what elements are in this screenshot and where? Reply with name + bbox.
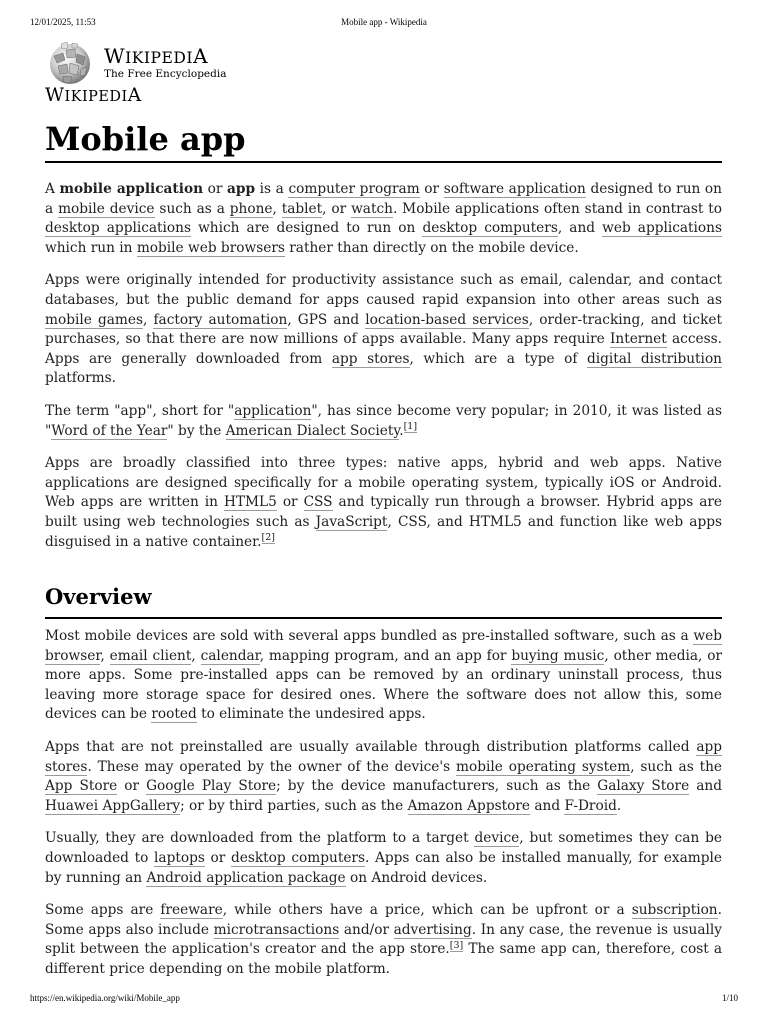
section-heading-overview: Overview xyxy=(45,584,152,610)
article-link[interactable]: app stores xyxy=(45,739,722,775)
article-link[interactable]: microtransactions xyxy=(213,921,340,938)
print-url: https://en.wikipedia.org/wiki/Mobile_app xyxy=(30,993,180,1003)
citation-ref[interactable]: [1] xyxy=(403,420,418,432)
article-link[interactable]: buying music xyxy=(511,647,605,664)
wikipedia-wordmark-secondary: WIKIPEDIA xyxy=(45,85,142,106)
article-link[interactable]: watch xyxy=(351,200,393,217)
article-link[interactable]: subscription xyxy=(631,902,718,919)
citation-ref[interactable]: [2] xyxy=(261,531,275,543)
article-link[interactable]: mobile games xyxy=(45,311,143,328)
article-link[interactable]: digital distribution xyxy=(587,350,722,367)
article-link[interactable]: F-Droid xyxy=(564,797,617,814)
article-link[interactable]: software application xyxy=(443,181,586,197)
page-title: Mobile app xyxy=(45,120,246,158)
article-link[interactable]: mobile web browsers xyxy=(136,239,285,256)
article-link[interactable]: email client xyxy=(109,647,192,664)
intro-paragraph: Apps are broadly classified into three types: native apps, hybrid and web apps. Native applications are designed specifically for a mobile operating system, typically iOS or Android. Web apps are written in HTML5 or CSS and typically run through a browser. Hybrid apps are built using web technologies such as JavaScript, CSS, and HTML5 and function like web apps disguised in a native container.[2] xyxy=(45,455,722,550)
article-link[interactable]: application xyxy=(234,402,312,419)
article-link[interactable]: HTML5 xyxy=(223,494,277,511)
title-divider xyxy=(45,161,722,163)
overview-paragraph: Some apps are freeware, while others have a price, which can be upfront or a subscription. Some apps also include microtransactions and/or advertising. In any case, the revenue is usually split between the application's creator and the app store.[3] The same app can, therefore, cost a different price depending on the mobile platform. xyxy=(45,902,722,977)
article-link[interactable]: CSS xyxy=(303,494,333,511)
article-link[interactable]: location-based services xyxy=(365,311,529,328)
article-link[interactable]: mobile operating system xyxy=(456,758,631,775)
bold-term: mobile application xyxy=(59,181,204,197)
article-link[interactable]: advertising xyxy=(393,921,472,938)
citation-ref[interactable]: [3] xyxy=(449,939,464,951)
print-footer xyxy=(30,993,738,1005)
article-link[interactable]: factory automation xyxy=(153,311,288,328)
article-link[interactable]: Huawei AppGallery xyxy=(45,797,181,814)
intro-paragraph: Apps were originally intended for productivity assistance such as email, calendar, and contact databases, but the public demand for apps caused rapid expansion into other areas such as mobile games, factory automation, GPS and location-based services, order-tracking, and ticket purchases, so that there are now millions of apps available. Many apps require Internet access. Apps are generally downloaded from app stores, which are a type of digital distribution platforms. xyxy=(45,272,723,387)
article-link[interactable]: device xyxy=(474,830,520,847)
article-link[interactable]: JavaScript xyxy=(315,513,388,530)
article-link[interactable]: computer program xyxy=(288,181,420,197)
bold-term: app xyxy=(227,181,256,197)
article-link[interactable]: Galaxy Store xyxy=(597,778,690,795)
wikipedia-tagline: The Free Encyclopedia xyxy=(104,68,227,80)
article-link[interactable]: calendar xyxy=(200,647,260,664)
print-date: 12/01/2025, 11:53 xyxy=(30,17,96,27)
article-link[interactable]: mobile device xyxy=(58,200,155,217)
overview-paragraph: Usually, they are downloaded from the platform to a target device, but sometimes they can be downloaded to laptops or desktop computers. Apps can also be installed manually, for example by running an Android application package on Android devices. xyxy=(45,830,722,886)
print-page-title: Mobile app - Wikipedia xyxy=(341,17,427,27)
article-link[interactable]: Internet xyxy=(609,331,667,348)
overview-paragraph: Apps that are not preinstalled are usually available through distribution platforms called app stores. These may operated by the owner of the device's mobile operating system, such as the App Store or Google Play Store; by the device manufacturers, such as the Galaxy Store and Huawei AppGallery; or by third parties, such as the Amazon Appstore and F-Droid. xyxy=(45,739,722,814)
article-link[interactable]: desktop computers xyxy=(231,850,365,867)
wikipedia-globe-icon xyxy=(45,42,95,86)
print-header xyxy=(30,17,738,29)
article-link[interactable]: phone xyxy=(229,200,273,217)
article-link[interactable]: freeware xyxy=(160,902,223,919)
article-link[interactable]: Amazon Appstore xyxy=(407,797,530,814)
overview-paragraph: Most mobile devices are sold with several apps bundled as pre-installed software, such as a web browser, email client, calendar, mapping program, and an app for buying music, other media, or more apps. Some pre-installed apps can be removed by an ordinary uninstall process, thus leaving more storage space for desired ones. Where the software does not allow this, some devices can be rooted to eliminate the undesired apps. xyxy=(45,628,723,723)
article-link[interactable]: tablet xyxy=(281,200,323,217)
wikipedia-logo[interactable] xyxy=(45,42,245,86)
article-link[interactable]: laptops xyxy=(154,850,205,867)
article-link[interactable]: rooted xyxy=(151,706,197,723)
print-page-number: 1/10 xyxy=(721,993,738,1003)
article-link[interactable]: desktop applications xyxy=(45,220,191,237)
intro-paragraph: The term "app", short for "application", has since become very popular; in 2010, it was listed as "Word of the Year" by the American Dialect Society.[1] xyxy=(45,402,722,439)
article-link[interactable]: app stores xyxy=(331,350,410,367)
article-link[interactable]: web applications xyxy=(602,220,723,237)
section-divider xyxy=(45,617,722,619)
article-link[interactable]: desktop computers xyxy=(422,220,558,237)
article-link[interactable]: American Dialect Society xyxy=(225,422,400,439)
article-link[interactable]: Android application package xyxy=(146,869,346,886)
article-link[interactable]: App Store xyxy=(45,778,118,795)
article-link[interactable]: Google Play Store xyxy=(146,778,277,795)
article-link[interactable]: web browser xyxy=(45,628,722,664)
article-link[interactable]: Word of the Year xyxy=(51,422,168,439)
wikipedia-wordmark: WIKIPEDIA xyxy=(104,44,209,68)
article-content xyxy=(45,180,722,993)
intro-paragraph: A mobile application or app is a computer program or software application designed to run on a mobile device such as a phone, tablet, or watch. Mobile applications often stand in contrast to desktop applications which are designed to run on desktop computers, and web applications which run in mobile web browsers rather than directly on the mobile device. xyxy=(45,181,723,256)
